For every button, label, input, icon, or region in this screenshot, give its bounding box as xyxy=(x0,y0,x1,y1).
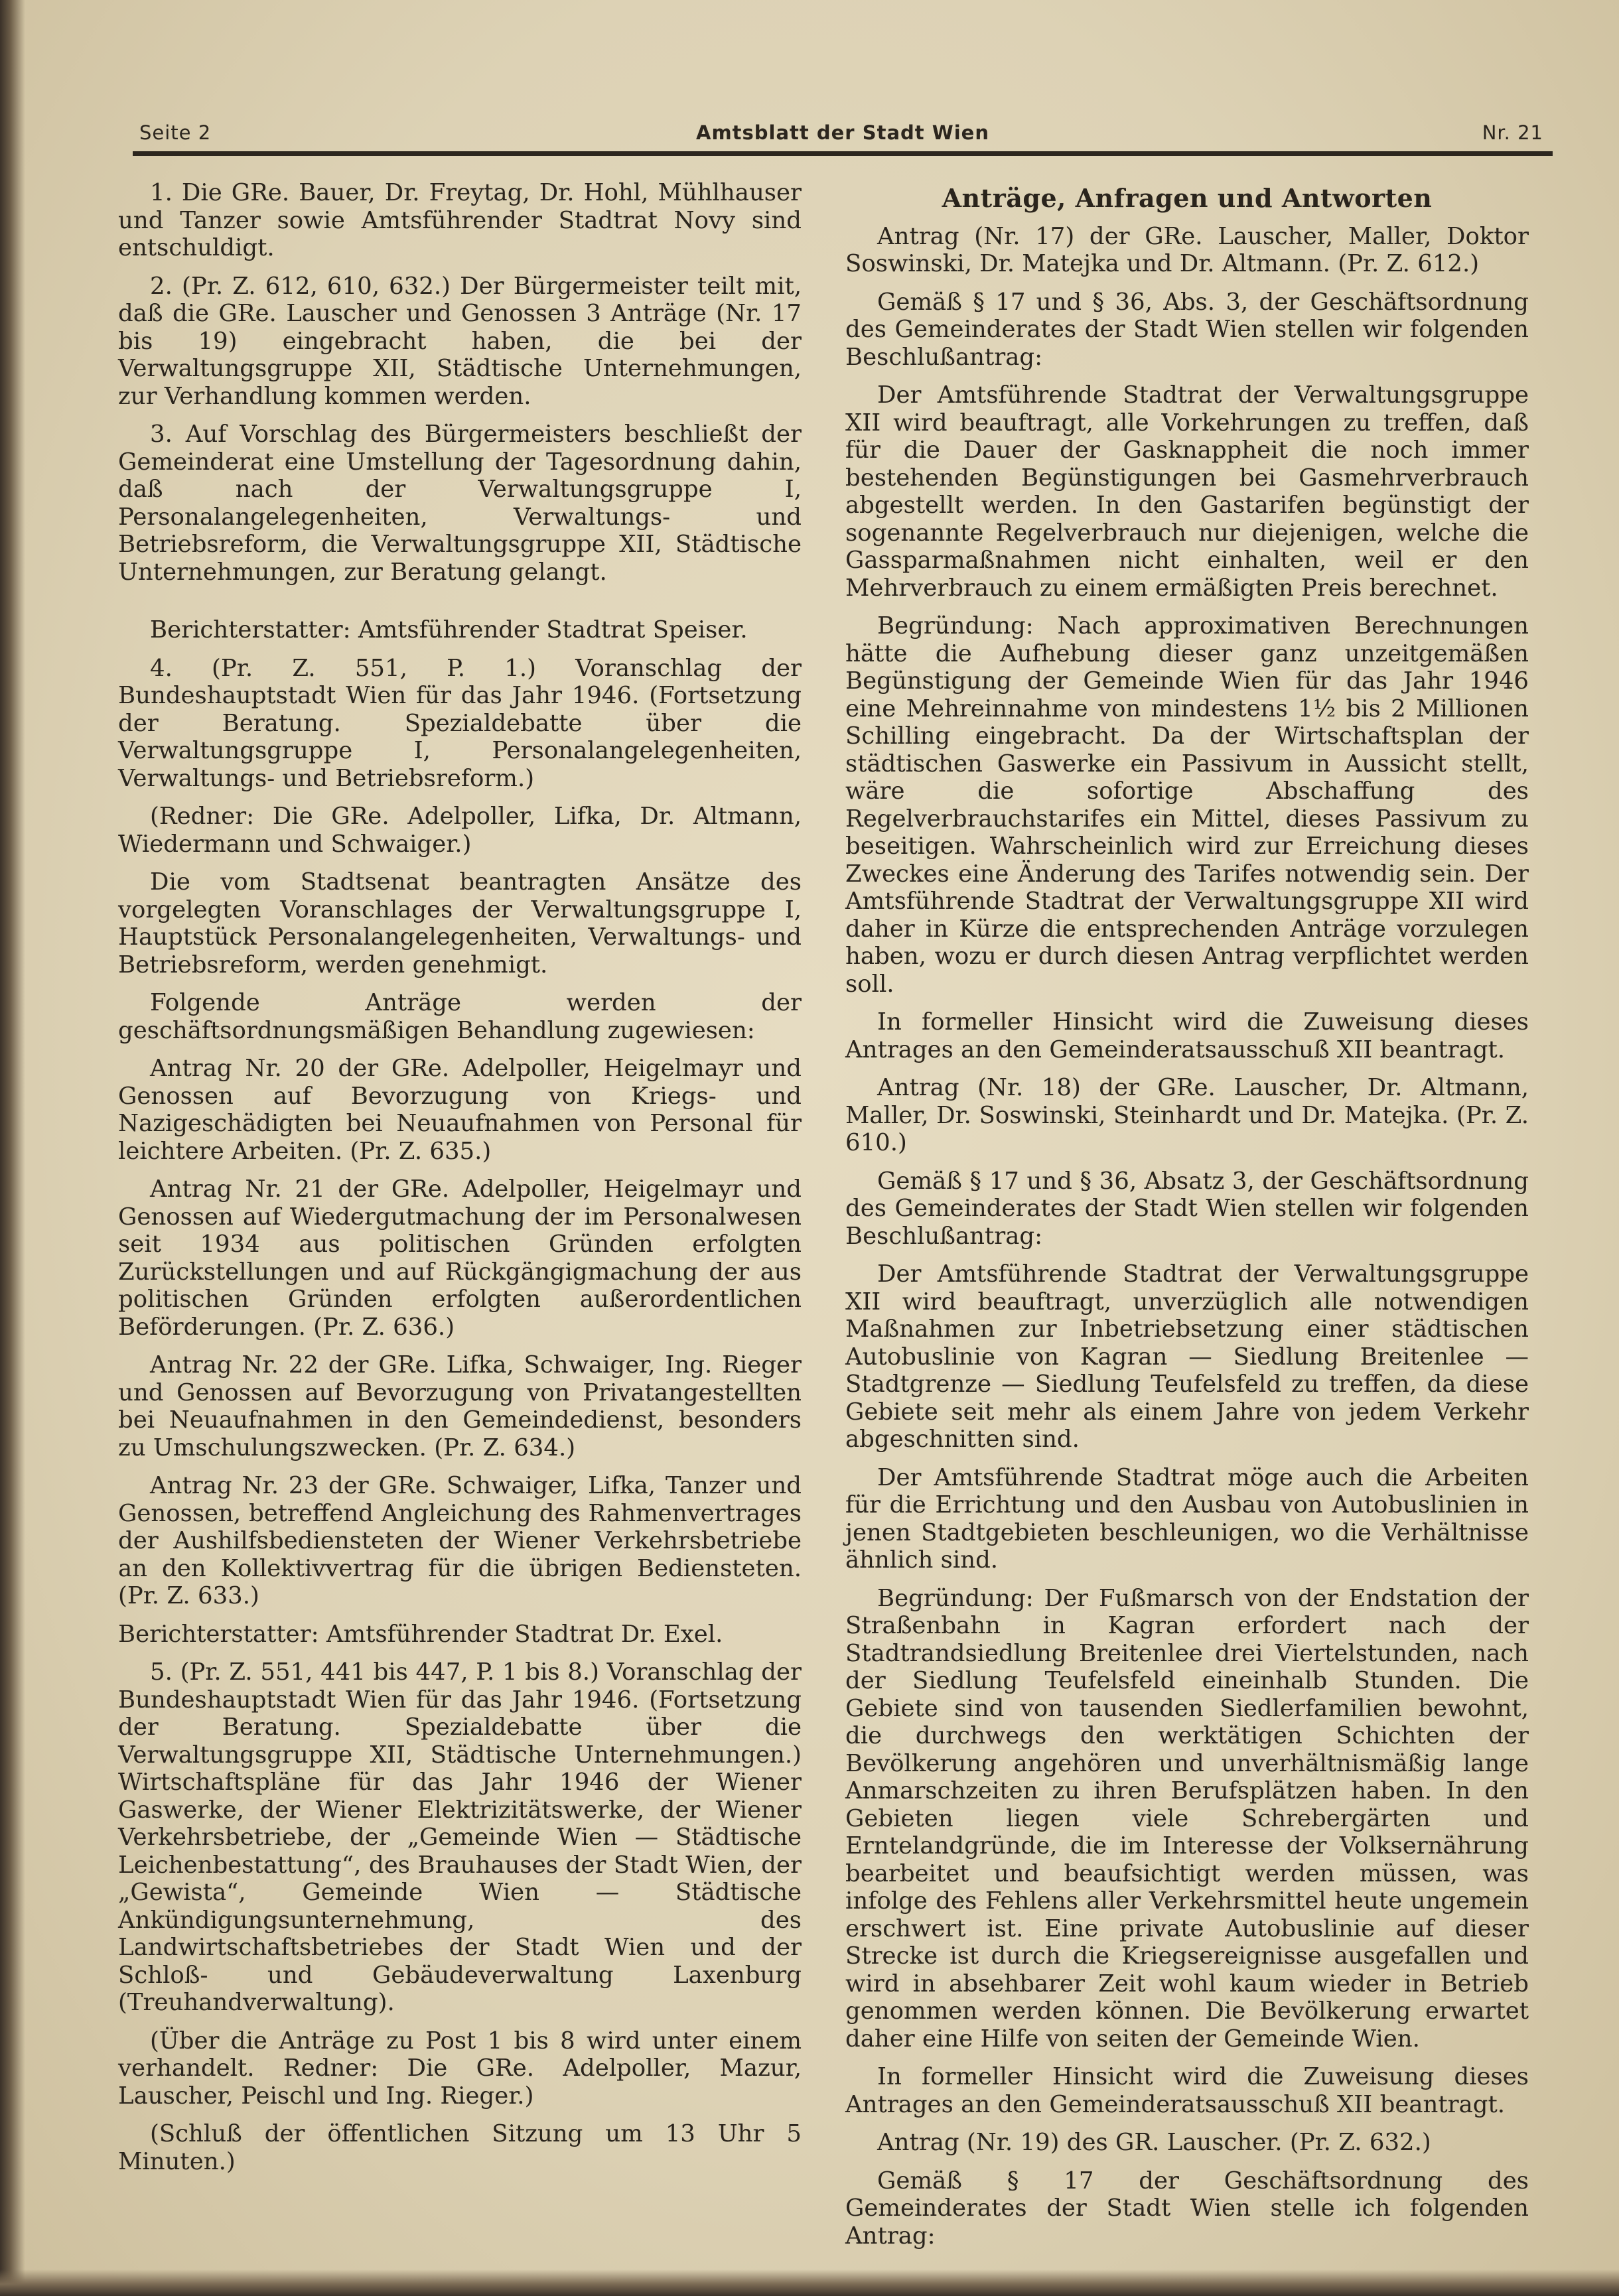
header-rule xyxy=(133,151,1553,156)
paragraph: Begründung: Nach approximativen Berechnungen hätte die Aufhebung dieser ganz unzeitgemäßen Begünstigung der Gemeinde Wien für das Jahr 1946 eine Mehreinnahme von mindestens 1½ bis 2 Millionen Schilling eingebracht. Da der Wirtschaftsplan der städtischen Gaswerke ein Passivum in Aussicht stellt, wäre die sofortige Abschaffung des Regelverbrauchstarifes ein Mittel, dieses Passivum zu beseitigen. Wahrscheinlich wird zur Erreichung dieses Zweckes eine Änderung des Tarifes notwendig sein. Der Amtsführende Stadtrat der Verwaltungsgruppe XII wird daher in Kürze die entsprechenden Anträge vorzulegen haben, wozu er durch diesen Antrag verpflichtet werden soll. xyxy=(845,612,1529,998)
paragraph: (Schluß der öffentlichen Sitzung um 13 Uhr 5 Minuten.) xyxy=(118,2120,802,2175)
paragraph: Gemäß § 17 und § 36, Absatz 3, der Geschäftsordnung des Gemeinderates der Stadt Wien stellen wir folgenden Beschlußantrag: xyxy=(845,1167,1529,1250)
paragraph: In formeller Hinsicht wird die Zuweisung dieses Antrages an den Gemeinderatsausschuß XII beantragt. xyxy=(845,1008,1529,1063)
paragraph: Der Amtsführende Stadtrat der Verwaltungsgruppe XII wird beauftragt, alle Vorkehrungen zu treffen, daß für die Dauer der Gasknappheit die noch immer bestehenden Begünstigungen bei Gasmehrverbrauch abgestellt werden. In den Gastarifen begünstigt der sogenannte Regelverbrauch nur diejenigen, welche die Gassparmaßnahmen nicht einhalten, weil er den Mehrverbrauch zu einem ermäßigten Preis berechnet. xyxy=(845,381,1529,602)
paragraph: 1. Die GRe. Bauer, Dr. Freytag, Dr. Hohl, Mühlhauser und Tanzer sowie Amtsführender Stadtrat Novy sind entschuldigt. xyxy=(118,179,802,261)
paragraph: 3. Auf Vorschlag des Bürgermeisters beschließt der Gemeinderat eine Umstellung der Tagesordnung dahin, daß nach der Verwaltungsgruppe I, Personalangelegenheiten, Verwaltungs- und Betriebsreform, die Verwaltungsgruppe XII, Städtische Unternehmungen, zur Beratung gelangt. xyxy=(118,421,802,586)
page-edge-left xyxy=(0,0,25,2296)
paragraph: Der Amtsführende Stadtrat möge auch die Arbeiten für die Errichtung und den Ausbau von Autobuslinien in jenen Stadtgebieten beschleunigen, wo die Verhältnisse ähnlich sind. xyxy=(845,1463,1529,1574)
paragraph: 5. (Pr. Z. 551, 441 bis 447, P. 1 bis 8.) Voranschlag der Bundeshauptstadt Wien für das Jahr 1946. (Fortsetzung der Beratung. Spezialdebatte über die Verwaltungsgruppe XII, Städtische Unternehmungen.) Wirtschaftspläne für das Jahr 1946 der Wiener Gaswerke, der Wiener Elektrizitätswerke, der Wiener Verkehrsbetriebe, der „Gemeinde Wien — Städtische Leichenbestattung“, des Brauhauses der Stadt Wien, der „Gewista“, Gemeinde Wien — Städtische Ankündigungsunternehmung, des Landwirtschaftsbetriebes der Stadt Wien und der Schloß- und Gebäudeverwaltung Laxenburg (Treuhandverwaltung). xyxy=(118,1658,802,2016)
publication-title: Amtsblatt der Stadt Wien xyxy=(696,121,989,144)
paragraph: Antrag (Nr. 18) der GRe. Lauscher, Dr. Altmann, Maller, Dr. Soswinski, Steinhardt und Dr. Matejka. (Pr. Z. 610.) xyxy=(845,1074,1529,1156)
right-column xyxy=(845,179,1529,2250)
paragraph: Antrag Nr. 23 der GRe. Schwaiger, Lifka, Tanzer und Genossen, betreffend Angleichung des Rahmenvertrages der Aushilfsbediensteten der Wiener Verkehrsbetriebe an den Kollektivvertrag für die übrigen Bediensteten. (Pr. Z. 633.) xyxy=(118,1472,802,1609)
reporter-line: Berichterstatter: Amtsführender Stadtrat Dr. Exel. xyxy=(118,1620,723,1648)
paragraph: Folgende Anträge werden der geschäftsordnungsmäßigen Behandlung zugewiesen: xyxy=(118,989,802,1044)
paragraph: (Über die Anträge zu Post 1 bis 8 wird unter einem verhandelt. Redner: Die GRe. Adelpoller, Mazur, Lauscher, Peischl und Ing. Rieger.) xyxy=(118,2027,802,2110)
paragraph: Antrag Nr. 22 der GRe. Lifka, Schwaiger, Ing. Rieger und Genossen auf Bevorzugung von Privatangestellten bei Neuaufnahmen in den Gemeindedienst, besonders zu Umschulungszwecken. (Pr. Z. 634.) xyxy=(118,1351,802,1461)
paragraph: Gemäß § 17 der Geschäftsordnung des Gemeinderates der Stadt Wien stelle ich folgenden Antrag: xyxy=(845,2167,1529,2250)
running-header xyxy=(133,121,1553,148)
paragraph: 4. (Pr. Z. 551, P. 1.) Voranschlag der Bundeshauptstadt Wien für das Jahr 1946. (Fortsetzung der Beratung. Spezialdebatte über die Verwaltungsgruppe I, Personalangelegenheiten, Verwaltungs- und Betriebsreform.) xyxy=(118,654,802,792)
paragraph: In formeller Hinsicht wird die Zuweisung dieses Antrages an den Gemeinderatsausschuß XII beantragt. xyxy=(845,2063,1529,2118)
paragraph: Antrag (Nr. 19) des GR. Lauscher. (Pr. Z. 632.) xyxy=(877,2129,1431,2156)
paragraph: 2. (Pr. Z. 612, 610, 632.) Der Bürgermeister teilt mit, daß die GRe. Lauscher und Genossen 3 Anträge (Nr. 17 bis 19) eingebracht haben, die bei der Verwaltungsgruppe XII, Städtische Unternehmungen, zur Verhandlung kommen werden. xyxy=(118,272,802,410)
paragraph: Begründung: Der Fußmarsch von der Endstation der Straßenbahn in Kagran erfordert nach der Stadtrandsiedlung Breitenlee drei Viertelstunden, nach der Siedlung Teufelsfeld eineinhalb Stunden. Die Gebiete sind von tausenden Siedlerfamilien bewohnt, die durchwegs den werktätigen Schichten der Bevölkerung angehören und unverhältnismäßig lange Anmarschzeiten zu ihren Berufsplätzen haben. In den Gebieten liegen viele Schrebergärten und Erntelandgründe, die im Interesse der Volksernährung bearbeitet und beaufsichtigt werden müssen, was infolge des Fehlens aller Verkehrsmittel heute ungemein erschwert ist. Eine private Autobuslinie auf dieser Strecke ist durch die Kriegsereignisse ausgefallen und wird in absehbarer Zeit wohl kaum wieder in Betrieb genommen werden können. Die Bevölkerung erwartet daher eine Hilfe von seiten der Gemeinde Wien. xyxy=(845,1584,1529,2053)
paragraph: Der Amtsführende Stadtrat der Verwaltungsgruppe XII wird beauftragt, unverzüglich alle notwendigen Maßnahmen zur Inbetriebsetzung einer städtischen Autobuslinie von Kagran — Siedlung Breitenlee — Stadtgrenze — Siedlung Teufelsfeld zu treffen, da diese Gebiete seit mehr als einem Jahre von jedem Verkehr abgeschnitten sind. xyxy=(845,1260,1529,1453)
paragraph: Gemäß § 17 und § 36, Abs. 3, der Geschäftsordnung des Gemeinderates der Stadt Wien stellen wir folgenden Beschlußantrag: xyxy=(845,288,1529,371)
paragraph: Antrag Nr. 20 der GRe. Adelpoller, Heigelmayr und Genossen auf Bevorzugung von Kriegs- und Nazigeschädigten bei Neuaufnahmen von Personal für leichtere Arbeiten. (Pr. Z. 635.) xyxy=(118,1055,802,1165)
issue-number: Nr. 21 xyxy=(1482,121,1543,144)
page-number: Seite 2 xyxy=(139,121,212,144)
section-heading: Anträge, Anfragen und Antworten xyxy=(942,183,1433,213)
reporter-line: Berichterstatter: Amtsführender Stadtrat Speiser. xyxy=(150,616,748,643)
page-edge-bottom xyxy=(0,2269,1619,2296)
paragraph: Die vom Stadtsenat beantragten Ansätze des vorgelegten Voranschlages der Verwaltungsgruppe I, Hauptstück Personalangelegenheiten, Verwaltungs- und Betriebsreform, werden genehmigt. xyxy=(118,868,802,979)
paragraph: (Redner: Die GRe. Adelpoller, Lifka, Dr. Altmann, Wiedermann und Schwaiger.) xyxy=(118,803,802,858)
left-column xyxy=(118,179,802,2175)
paragraph: Antrag Nr. 21 der GRe. Adelpoller, Heigelmayr und Genossen auf Wiedergutmachung der im Personalwesen seit 1934 aus politischen Gründen erfolgten Zurückstellungen und auf Rückgängigmachung der aus politischen Gründen erfolgten außerordentlichen Beförderungen. (Pr. Z. 636.) xyxy=(118,1176,802,1341)
paragraph: Antrag (Nr. 17) der GRe. Lauscher, Maller, Doktor Soswinski, Dr. Matejka und Dr. Altmann. (Pr. Z. 612.) xyxy=(845,222,1529,277)
